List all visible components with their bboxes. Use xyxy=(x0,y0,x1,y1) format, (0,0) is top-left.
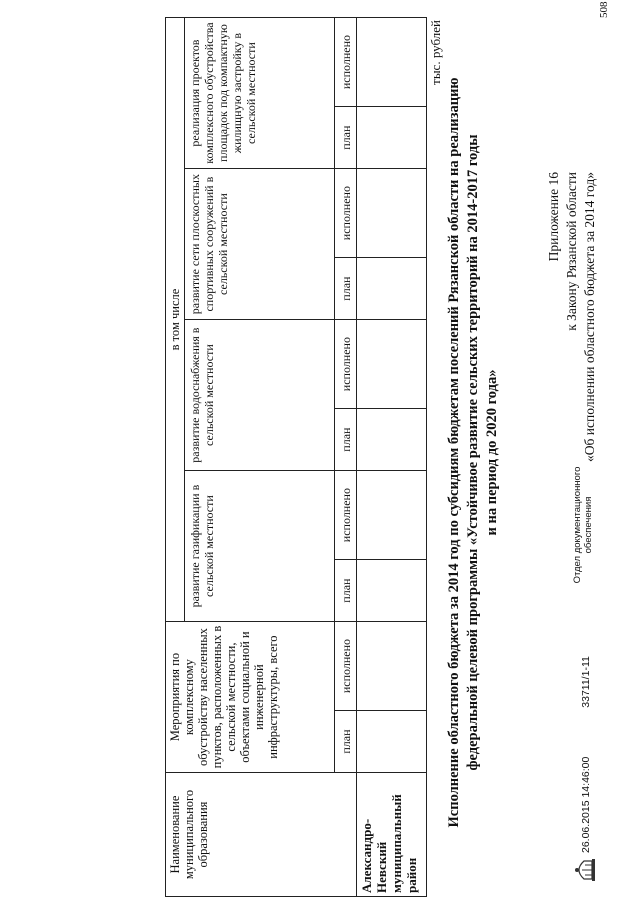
header-including: в том числе xyxy=(166,18,185,622)
cell-sport-done xyxy=(357,169,427,258)
header-gas-plan: план xyxy=(335,560,357,622)
page-number: 508 xyxy=(598,1,610,18)
subsidy-table-wrap xyxy=(165,17,423,897)
cell-water-done xyxy=(357,320,427,409)
title-line-2: федеральной целевой программы «Устойчивое развитие сельских территорий на 2014-2017 годы xyxy=(465,134,481,771)
cell-total-plan xyxy=(357,711,427,773)
header-water-supply: развитие водоснабжения в сельской местности xyxy=(185,320,335,471)
cell-gas-plan xyxy=(357,560,427,622)
document-title xyxy=(445,0,502,905)
table-row xyxy=(357,18,427,897)
row-region-name: Александро-Невский муниципальный район xyxy=(357,773,427,897)
footer-department: Отдел документационного обеспечения xyxy=(572,466,594,584)
emblem-icon xyxy=(572,855,598,885)
header-water-done: исполнено xyxy=(335,320,357,409)
header-gasification: развитие газификации в сельской местности xyxy=(185,471,335,622)
footer-doc-code: 33711/1-11 xyxy=(580,656,592,708)
appendix-law-title: «Об исполнении областного бюджета за 2014 год» xyxy=(582,172,597,462)
page-footer xyxy=(530,0,640,905)
header-total: Мероприятия по комплексному обустройству населенных пунктов, расположенных в сельской местности, объектами социальной и инженерной инфраструктуры, всего xyxy=(166,622,335,773)
cell-water-plan xyxy=(357,409,427,471)
appendix-law: к Закону Рязанской области xyxy=(564,172,579,331)
title-line-1: Исполнение областного бюджета за 2014 год по субсидиям бюджетам поселений Рязанской области на реализацию xyxy=(446,77,462,828)
header-water-plan: план xyxy=(335,409,357,471)
header-total-plan: план xyxy=(335,711,357,773)
header-gas-done: исполнено xyxy=(335,471,357,560)
cell-gas-done xyxy=(357,471,427,560)
appendix-number: Приложение 16 xyxy=(546,172,561,262)
cell-housing-done xyxy=(357,18,427,107)
cell-total-done xyxy=(357,622,427,711)
units-label: тыс. рублей xyxy=(428,20,443,85)
subsidy-table xyxy=(165,17,427,897)
header-sport-plan: план xyxy=(335,258,357,320)
footer-meta xyxy=(580,610,592,853)
cell-sport-plan xyxy=(357,258,427,320)
title-line-3: и на период до 2020 года» xyxy=(484,369,500,536)
header-housing-plan: план xyxy=(335,107,357,169)
header-housing-done: исполнено xyxy=(335,18,357,107)
header-housing-sites: реализация проектов комплексного обустройства площадок под компактную жилищную застройку в сельской местности xyxy=(185,18,335,169)
header-total-done: исполнено xyxy=(335,622,357,711)
header-sport-done: исполнено xyxy=(335,169,357,258)
header-name: Наименование муниципального образования xyxy=(166,773,357,897)
cell-housing-plan xyxy=(357,107,427,169)
footer-datetime: 26.06.2015 14:46:00 xyxy=(580,756,592,853)
header-sports-facilities: развитие сети плоскостных спортивных сооружений в сельской местности xyxy=(185,169,335,320)
